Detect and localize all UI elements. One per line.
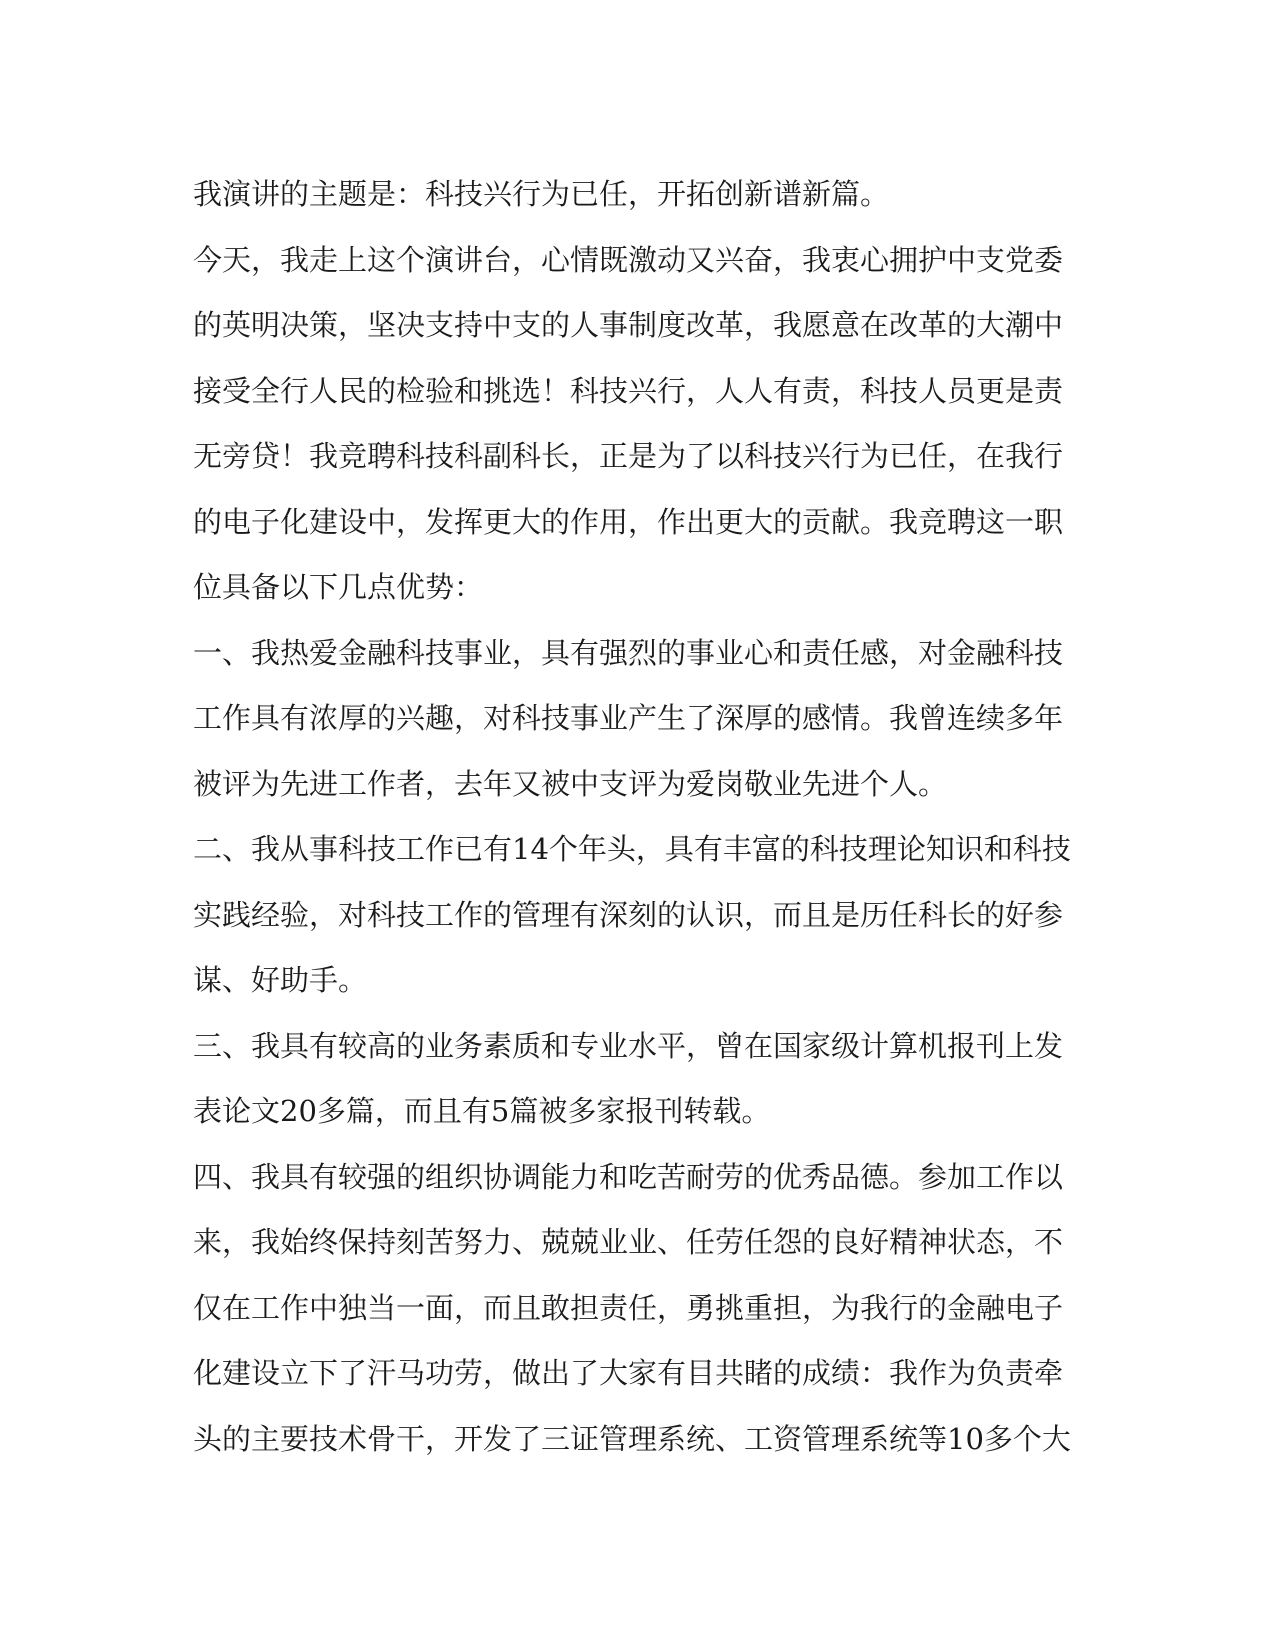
text-line: 位具备以下几点优势：: [193, 570, 484, 604]
text-line: 无旁贷！我竞聘科技科副科长，正是为了以科技兴行为已任，在我行: [193, 439, 1064, 473]
text-line: 接受全行人民的检验和挑选！科技兴行，人人有责，科技人员更是责: [193, 373, 1064, 408]
document-body: [193, 162, 1073, 1472]
text-line: 表论文20多篇，而且有5篇被多家报刊转载。: [193, 1094, 771, 1128]
text-line: 谋、好助手。: [193, 963, 368, 997]
text-line: 头的主要技术骨干，开发了三证管理系统、工资管理系统等10多个大: [193, 1421, 1071, 1456]
text-line: 来，我始终保持刻苦努力、兢兢业业、任劳任怨的良好精神状态，不: [193, 1225, 1064, 1259]
text-line: 今天，我走上这个演讲台，心情既激动又兴奋，我衷心拥护中支党委: [193, 242, 1064, 277]
text-line: 被评为先进工作者，去年又被中支评为爱岗敬业先进个人。: [193, 766, 948, 801]
text-line: 的英明决策，坚决支持中支的人事制度改革，我愿意在改革的大潮中: [193, 308, 1064, 342]
text-line: 二、我从事科技工作已有14个年头，具有丰富的科技理论知识和科技: [193, 832, 1071, 866]
text-line: 我演讲的主题是：科技兴行为已任，开拓创新谱新篇。: [193, 177, 890, 211]
text-line: 的电子化建设中，发挥更大的作用，作出更大的贡献。我竞聘这一职: [193, 504, 1064, 539]
text-line: 三、我具有较高的业务素质和专业水平，曾在国家级计算机报刊上发: [193, 1028, 1064, 1063]
text-line: 仅在工作中独当一面，而且敢担责任，勇挑重担，为我行的金融电子: [193, 1290, 1064, 1325]
text-line: 四、我具有较强的组织协调能力和吃苦耐劳的优秀品德。参加工作以: [193, 1159, 1064, 1194]
text-line: 一、我热爱金融科技事业，具有强烈的事业心和责任感，对金融科技: [193, 635, 1064, 670]
text-line: 工作具有浓厚的兴趣，对科技事业产生了深厚的感情。我曾连续多年: [193, 701, 1064, 735]
text-line: 实践经验，对科技工作的管理有深刻的认识，而且是历任科长的好参: [193, 897, 1064, 932]
text-line: 化建设立下了汗马功劳，做出了大家有目共睹的成绩：我作为负责牵: [193, 1356, 1064, 1390]
